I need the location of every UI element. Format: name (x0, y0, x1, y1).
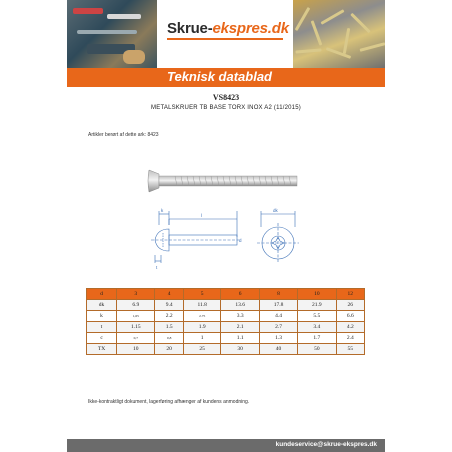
table-cell: 3.4 (298, 322, 336, 333)
table-row (87, 344, 365, 355)
table-cell: 1.3 (259, 333, 297, 344)
table-cell: 4.4 (259, 311, 297, 322)
table-cell: TX (87, 344, 117, 355)
footer-email-link[interactable]: kundeservice@skrue-ekspres.dk (275, 441, 377, 448)
table-cell: 55 (336, 344, 364, 355)
header-photo-screws (293, 0, 385, 68)
logo-underline (167, 38, 283, 40)
table-cell: dk (87, 300, 117, 311)
drawing-label-t: t (156, 265, 158, 270)
table-header-cell: d (87, 289, 117, 300)
banner-title: Teknisk datablad (167, 69, 272, 84)
table-cell: 25 (183, 344, 221, 355)
product-code: VS8423 (212, 93, 240, 102)
table-cell: 1.15 (117, 322, 155, 333)
table-row (87, 311, 365, 322)
table-header-cell: 5 (183, 289, 221, 300)
table-cell: k (87, 311, 117, 322)
disclaimer: Ikke-kontraktligt dokument, lagerføring afhænger af kundens anmodning. (88, 399, 250, 405)
table-cell: t (87, 322, 117, 333)
table-cell: 2.7 (259, 322, 297, 333)
table-cell: 9.4 (155, 300, 183, 311)
table-cell: 2.2 (155, 311, 183, 322)
table-header-cell: 8 (259, 289, 297, 300)
table-header-cell: 6 (221, 289, 259, 300)
table-cell: 11.8 (183, 300, 221, 311)
table-cell: 21.9 (298, 300, 336, 311)
logo[interactable]: Skrue-ekspres.dk (167, 20, 289, 37)
table-cell: 20 (155, 344, 183, 355)
table-cell: 2.1 (221, 322, 259, 333)
screw-photo (145, 166, 305, 196)
dimensions-table (86, 288, 365, 355)
table-cell: 2.4 (336, 333, 364, 344)
drawing-label-dk: dk (273, 208, 278, 213)
table-cell: 1.9 (183, 322, 221, 333)
product-title: METALSKRUER TB BASE TORX INOX A2 (11/2015) (151, 105, 301, 111)
table-header-row (87, 289, 365, 300)
table-header-cell: 4 (155, 289, 183, 300)
table-cell: 0,7 (117, 333, 155, 344)
table-cell: 5.5 (298, 311, 336, 322)
technical-drawing (145, 205, 305, 275)
table-row (87, 300, 365, 311)
table-cell: 3.3 (221, 311, 259, 322)
table-cell: 6.9 (117, 300, 155, 311)
table-cell: 17.8 (259, 300, 297, 311)
table-row (87, 333, 365, 344)
table-cell: 30 (221, 344, 259, 355)
table-cell: 0,8 (155, 333, 183, 344)
table-header-cell: 3 (117, 289, 155, 300)
drawing-label-k: k (161, 208, 164, 213)
title-banner (67, 68, 385, 87)
header (67, 0, 385, 68)
table-header-cell: 12 (336, 289, 364, 300)
table-cell: 1.1 (221, 333, 259, 344)
table-cell: 1.7 (298, 333, 336, 344)
table-cell: 1.5 (155, 322, 183, 333)
articles-note: Artikler berørt af dette ark: 8423 (88, 132, 159, 138)
header-photo-toolbox (67, 0, 157, 68)
table-cell: 1 (183, 333, 221, 344)
footer (67, 439, 385, 452)
table-header-cell: 10 (298, 289, 336, 300)
table-cell: 6.6 (336, 311, 364, 322)
table-row (87, 322, 365, 333)
drawing-label-l: l (201, 213, 202, 218)
table-cell: c (87, 333, 117, 344)
table-cell: 26 (336, 300, 364, 311)
table-cell: 50 (298, 344, 336, 355)
table-cell: 4.2 (336, 322, 364, 333)
table-cell: 2.75 (183, 311, 221, 322)
table-cell: 1,65 (117, 311, 155, 322)
table-cell: 10 (117, 344, 155, 355)
table-cell: 13.6 (221, 300, 259, 311)
drawing-label-d: d (239, 238, 242, 243)
table-cell: 40 (259, 344, 297, 355)
